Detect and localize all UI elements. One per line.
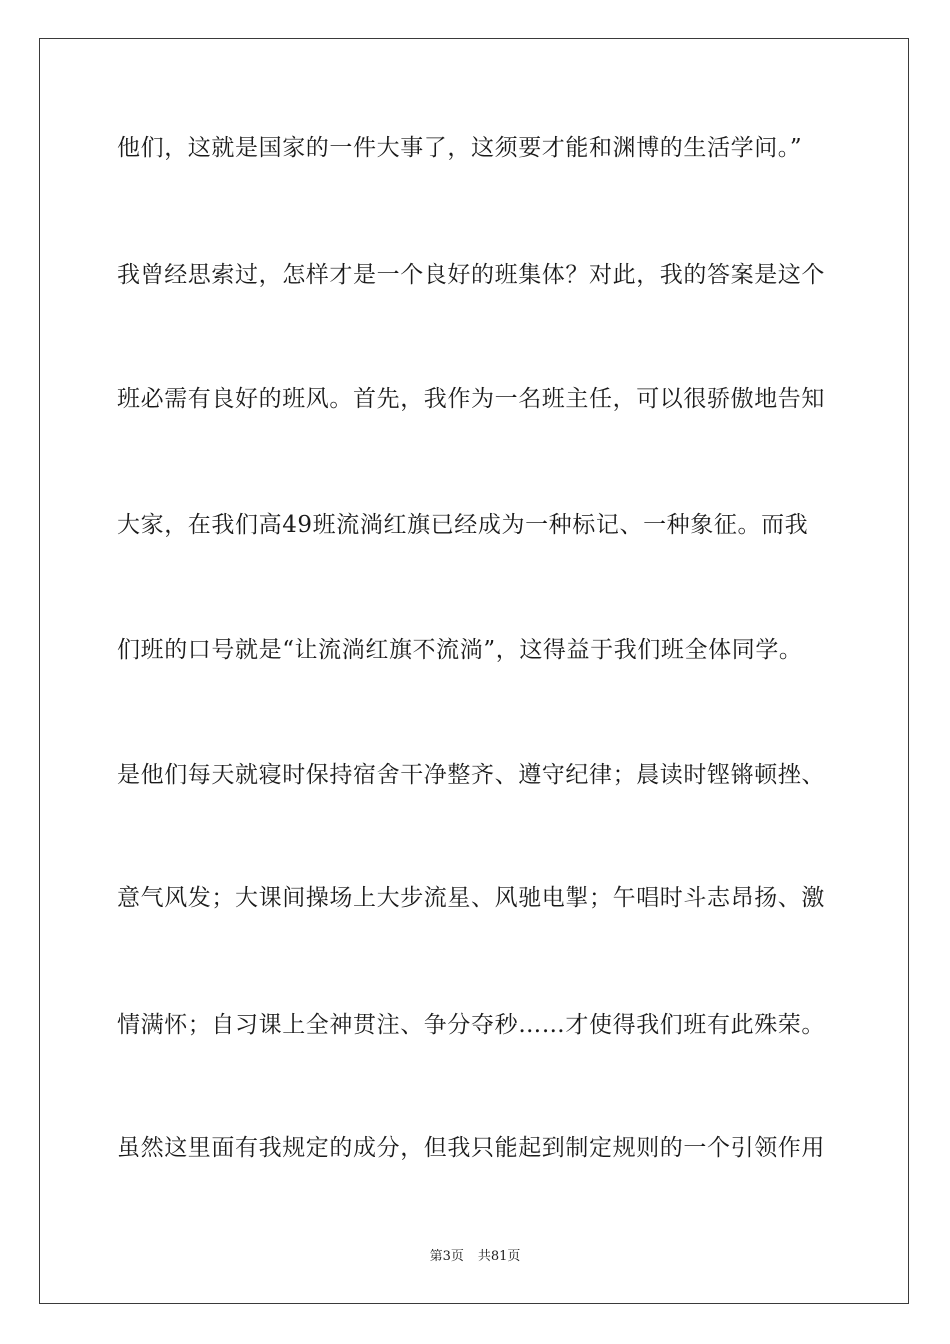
page-border [39, 38, 909, 1304]
page-total: 共81页 [477, 1249, 521, 1264]
body-line-2: 我曾经思索过，怎样才是一个良好的班集体？对此，我的答案是这个 [117, 262, 825, 288]
body-line-1: 他们，这就是国家的一件大事了，这须要才能和渊博的生活学问。” [117, 135, 803, 161]
body-line-5: 们班的口号就是“让流淌红旗不流淌”，这得益于我们班全体同学。 [117, 637, 803, 663]
body-line-7: 意气风发；大课间操场上大步流星、风驰电掣；午唱时斗志昂扬、激 [117, 885, 825, 911]
body-line-9: 虽然这里面有我规定的成分，但我只能起到制定规则的一个引领作用 [117, 1135, 825, 1161]
body-line-4: 大家，在我们高49班流淌红旗已经成为一种标记、一种象征。而我 [117, 512, 809, 538]
body-line-8: 情满怀；自习课上全神贯注、争分夺秒……才使得我们班有此殊荣。 [117, 1012, 825, 1038]
body-line-3: 班必需有良好的班风。首先，我作为一名班主任，可以很骄傲地告知 [117, 386, 825, 412]
page-footer [0, 1249, 950, 1265]
page-number: 第3页 [429, 1249, 464, 1264]
body-line-6: 是他们每天就寝时保持宿舍干净整齐、遵守纪律；晨读时铿锵顿挫、 [117, 762, 825, 788]
